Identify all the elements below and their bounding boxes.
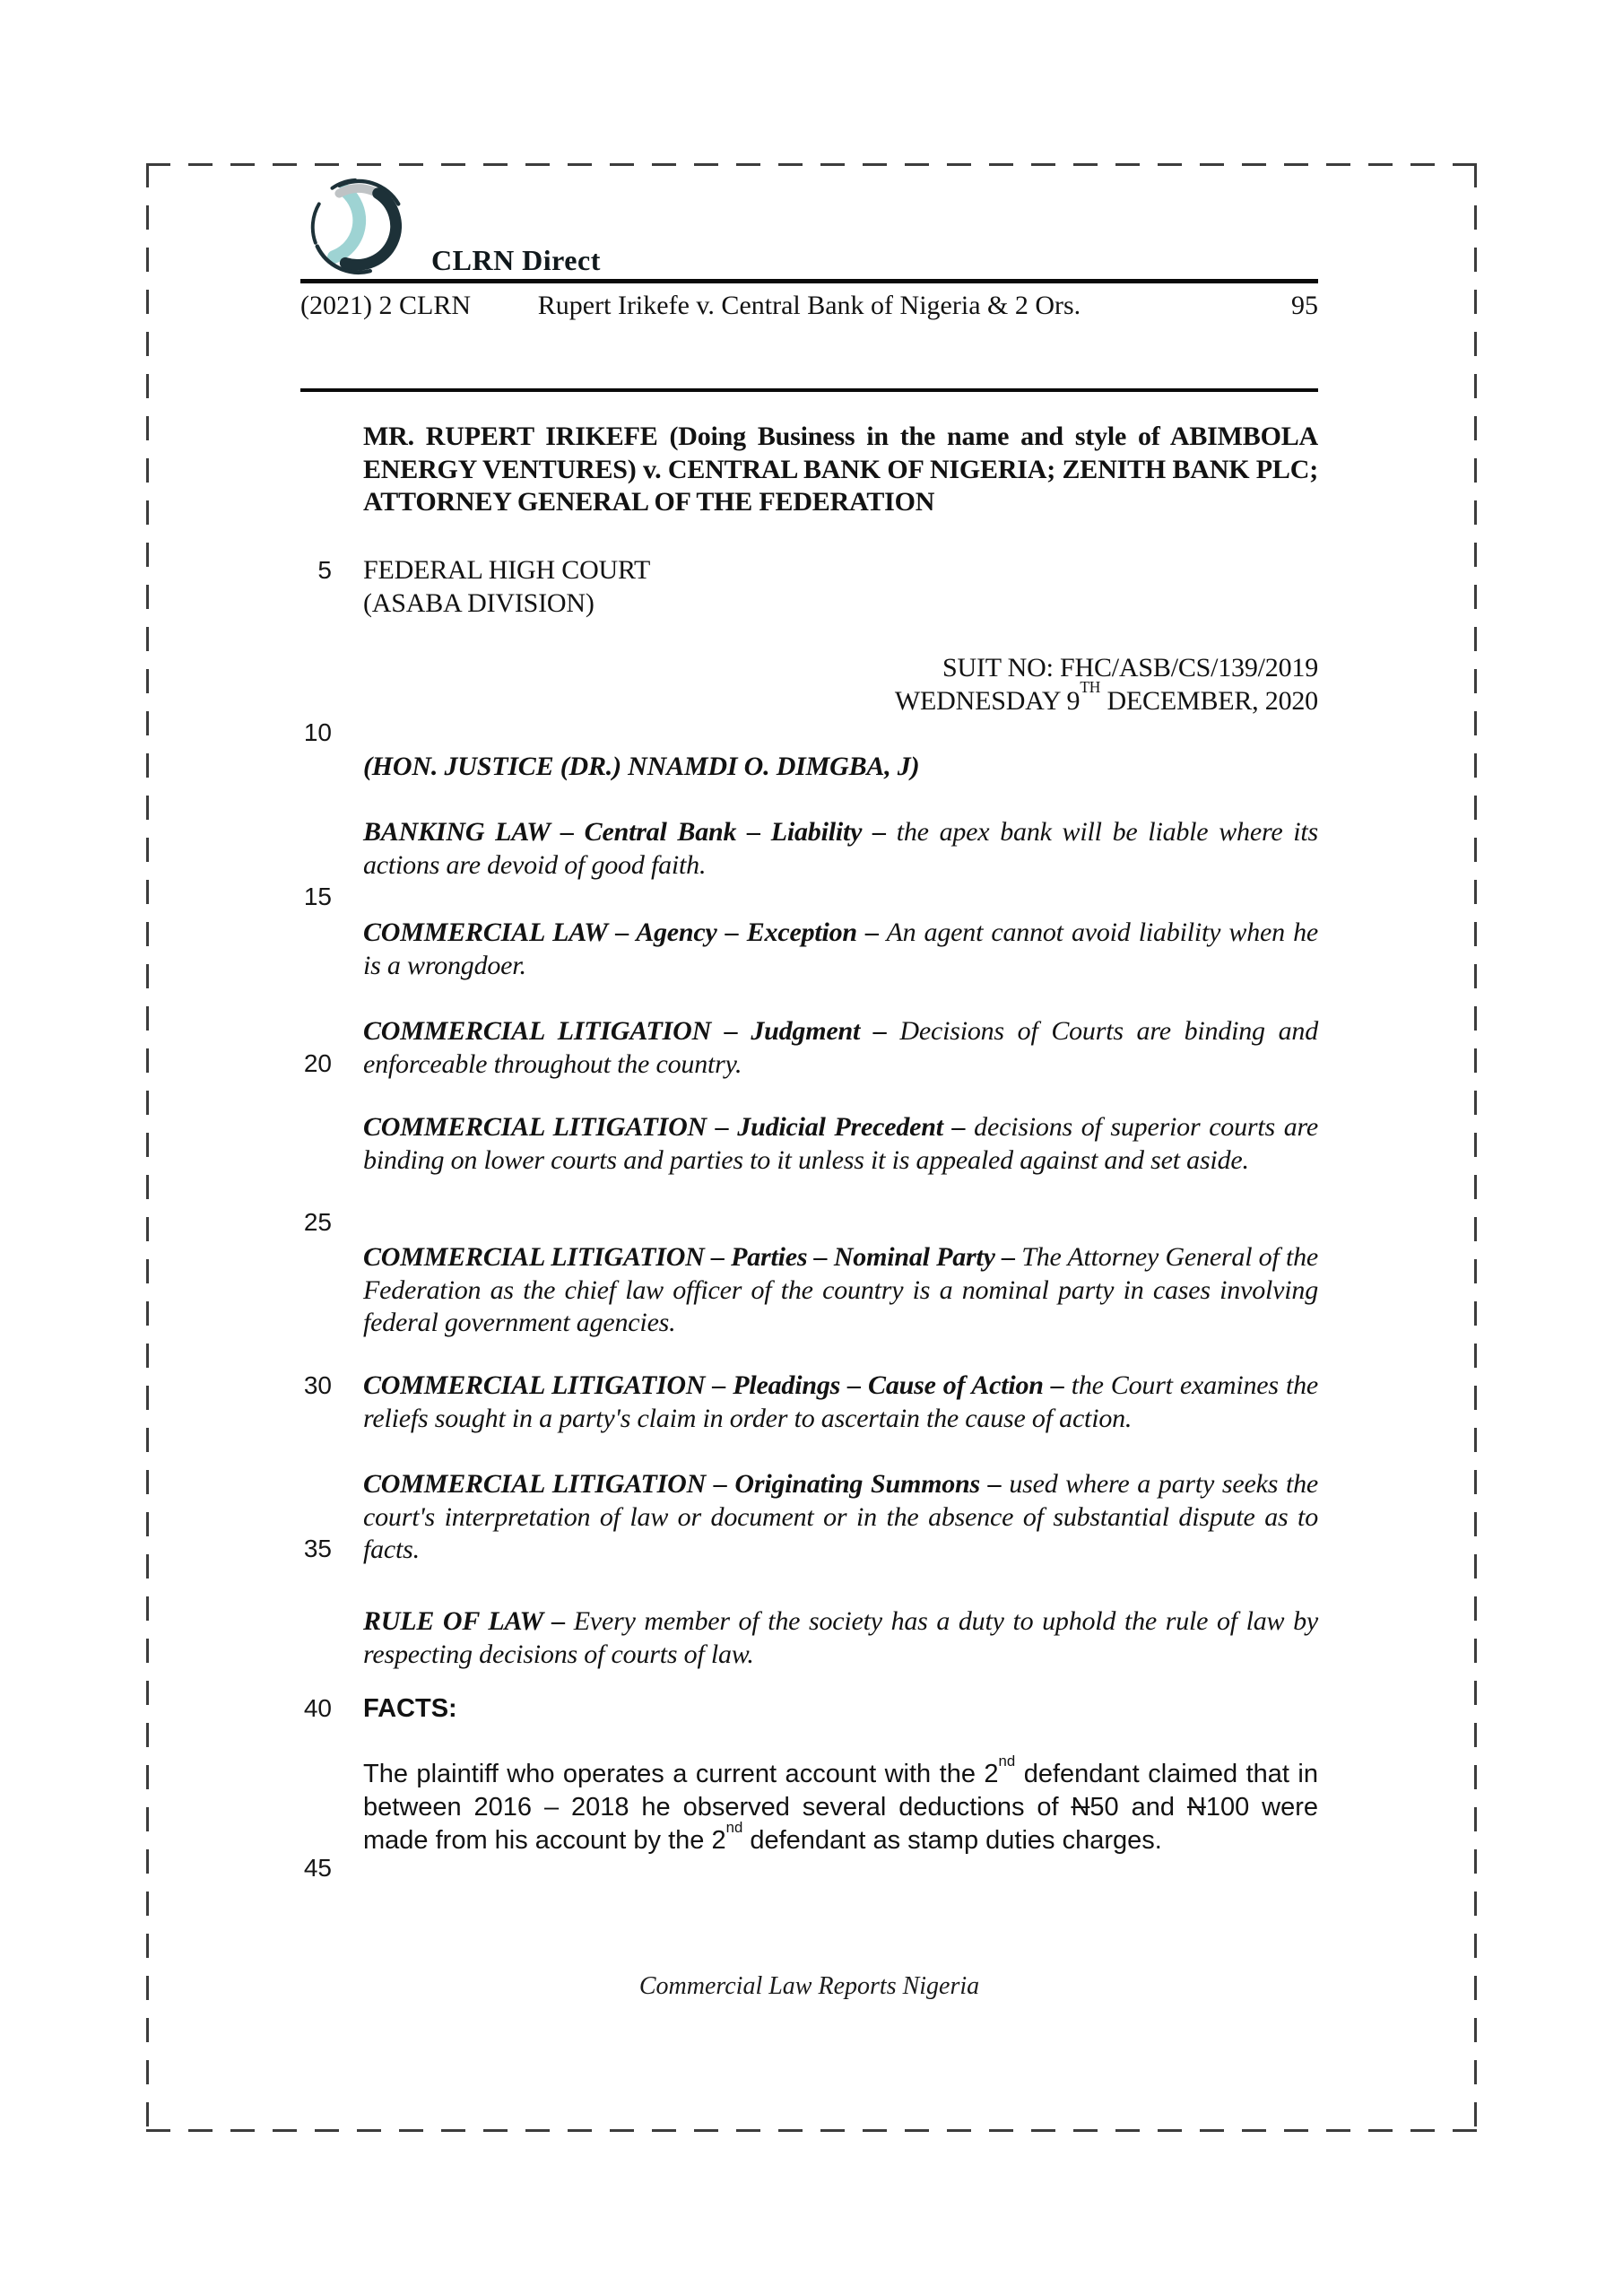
margin-line-number: 5 (317, 556, 332, 584)
headnote-text: used where a party seeks the court's interpretation of law or document or in the absence of substantial dispute as to facts. (363, 1469, 1318, 1564)
margin-line-number: 30 (303, 1371, 332, 1399)
court-name: FEDERAL HIGH COURT (363, 555, 651, 585)
margin-line-number: 25 (303, 1208, 332, 1236)
margin-line-number: 15 (303, 883, 332, 910)
footer-publication-name: Commercial Law Reports Nigeria (638, 1972, 980, 2000)
header-rule-top (300, 279, 1318, 283)
facts-heading: FACTS: (363, 1694, 457, 1723)
judge-line: (HON. JUSTICE (DR.) NNAMDI O. DIMGBA, J) (363, 752, 920, 781)
date-ordinal-superscript: TH (1080, 677, 1101, 696)
headnote-parties (363, 1241, 1318, 1340)
page-border-top (146, 163, 1477, 166)
headnote-text: Every member of the society has a duty to uphold the rule of law by respecting decisions of courts of law. (363, 1606, 1318, 1669)
case-title: MR. RUPERT IRIKEFE (Doing Business in the name and style of ABIMBOLA ENERGY VENTURES) v. CENTRAL BANK OF NIGERIA; ZENITH BANK PLC; ATTORNEY GENERAL OF THE FEDERATION (363, 422, 1318, 517)
case-name-header: Rupert Irikefe v. Central Bank of Nigeria & 2 Ors. (537, 291, 1081, 320)
suit-number: SUIT NO: FHC/ASB/CS/139/2019 (942, 653, 1318, 683)
headnote-catchwords: COMMERCIAL LITIGATION – Originating Summons – (363, 1469, 1002, 1499)
headnote-pleadings (363, 1370, 1318, 1435)
headnote-text: the apex bank will be liable where its actions are devoid of good faith. (363, 817, 1319, 880)
headnote-catchwords: RULE OF LAW – (363, 1606, 566, 1636)
page-number: 95 (1291, 291, 1318, 320)
headnote-banking-law (363, 816, 1318, 882)
ordinal-superscript: nd (998, 1752, 1016, 1770)
headnote-judgment (363, 1015, 1318, 1081)
headnote-originating-summons (363, 1468, 1318, 1567)
page-border-right (1474, 163, 1477, 2132)
brand-title: CLRN Direct (431, 244, 601, 276)
headnote-commercial-law (363, 917, 1318, 982)
margin-line-number: 20 (303, 1049, 332, 1077)
facts-paragraph: The plaintiff who operates a current account with the 2nd defendant claimed that in between 2016 – 2018 he observed several deductions of N50 and N100 were made from his account by the 2nd defendant as stamp duties charges. (363, 1752, 1318, 1855)
headnote-judicial-precedent (363, 1111, 1318, 1177)
headnote-text: The Attorney General of the Federation as the chief law officer of the country is a nominal party in cases involving federal government agencies. (363, 1242, 1318, 1337)
page-border-left (146, 163, 149, 2132)
margin-line-number: 35 (303, 1535, 332, 1562)
header-rule-bottom (300, 388, 1318, 392)
suit-block (363, 652, 1318, 718)
citation: (2021) 2 CLRN (300, 291, 471, 320)
ordinal-superscript: nd (725, 1818, 743, 1836)
headnote-text: decisions of superior courts are binding on lower courts and parties to it unless it is appealed against and set aside. (363, 1112, 1318, 1175)
headnote-text: the Court examines the reliefs sought in a party's claim in order to ascertain the cause of action. (363, 1370, 1318, 1433)
running-header (300, 288, 1318, 324)
headnote-catchwords: COMMERCIAL LITIGATION – Pleadings – Cause of Action – (363, 1370, 1064, 1400)
page-border-bottom (146, 2129, 1477, 2132)
naira-symbol: N (1071, 1793, 1090, 1822)
naira-symbol: N (1186, 1793, 1206, 1822)
headnote-catchwords: COMMERCIAL LITIGATION – Judicial Precedent – (363, 1112, 966, 1142)
headnote-catchwords: BANKING LAW – Central Bank – Liability – (363, 817, 886, 847)
margin-line-number: 10 (303, 718, 332, 746)
headnote-catchwords: COMMERCIAL LAW – Agency – Exception – (363, 918, 879, 947)
margin-line-number: 45 (303, 1854, 332, 1882)
headnote-text: An agent cannot avoid liability when he is a wrongdoer. (363, 918, 1318, 980)
judgment-date: WEDNESDAY 9TH DECEMBER, 2020 (894, 677, 1318, 716)
court-division: (ASABA DIVISION) (363, 587, 595, 618)
headnote-catchwords: COMMERCIAL LITIGATION – Parties – Nominal Party – (363, 1242, 1015, 1272)
court-block (363, 554, 1318, 620)
clrn-swirl-logo-icon (306, 174, 412, 280)
margin-line-number: 40 (303, 1694, 332, 1722)
headnote-catchwords: COMMERCIAL LITIGATION – Judgment – (363, 1016, 887, 1046)
headnote-rule-of-law (363, 1605, 1318, 1671)
headnote-text: Decisions of Courts are binding and enforceable throughout the country. (363, 1016, 1318, 1079)
